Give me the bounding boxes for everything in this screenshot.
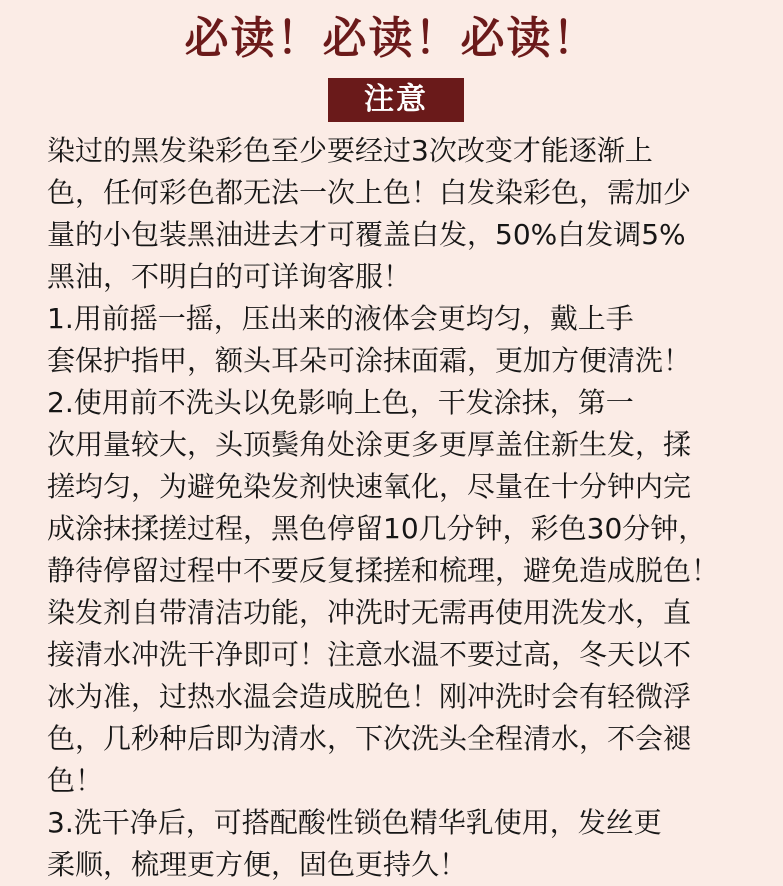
page-headline: 必读！必读！必读！ (184, 13, 599, 64)
notice-label: 注意 (364, 82, 428, 117)
step-1-paragraph: 1.用前摇一摇，压出来的液体会更均匀，戴上手 套保护指甲，额头耳朵可涂抹面霜，更加方便清洗！ (47, 302, 692, 377)
intro-paragraph: 染过的黑发染彩色至少要经过3次改变才能逐渐上 色，任何彩色都无法一次上色！白发染彩色，需加少 量的小包装黑油进去才可覆盖白发，50%白发调5% 黑油，不明白的可详询客服！ (47, 134, 692, 293)
step-3-paragraph: 3.洗干净后，可搭配酸性锁色精华乳使用，发丝更 柔顺，梳理更方便，固色更持久！ (47, 806, 662, 881)
step-2-paragraph: 2.使用前不洗头以免影响上色，干发涂抹，第一 次用量较大，头顶鬓角处涂更多更厚盖住新生发，揉 搓均匀，为避免染发剂快速氧化，尽量在十分钟内完 成涂抹揉搓过程，黑色停留10几分钟，彩色30分钟， 静待停留过程中不要反复揉搓和梳理，避免造成脱色！ 染发剂自带清洁功能，冲洗时无需再使用洗发水，直 接清水冲洗干净即可！注意水温不要过高，冬天以不 冰为准，过热水温会造成脱色！刚冲洗时会有轻微浮 色，几秒种后即为清水，下次洗头全程清水，不会褪 色！ (47, 386, 720, 797)
instructions-body (47, 130, 747, 886)
notice-label-box (328, 78, 464, 122)
